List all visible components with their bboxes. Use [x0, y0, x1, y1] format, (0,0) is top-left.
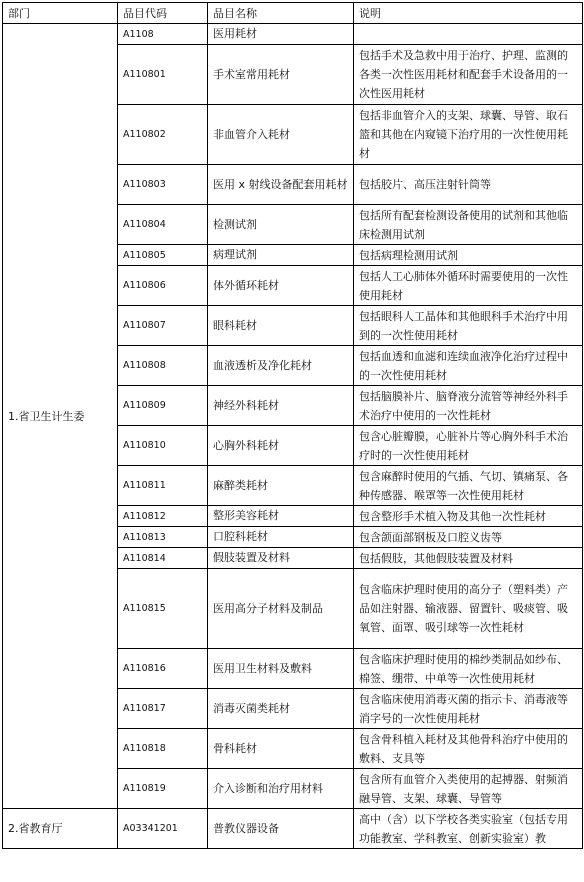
code-cell: A110814: [118, 548, 208, 569]
code-cell: A110813: [118, 527, 208, 548]
header-dept: 部门: [3, 3, 118, 24]
code-cell: A110812: [118, 506, 208, 527]
desc-cell: 包含临床护理时使用的棉纱类制品如纱布、棉签、绷带、中单等一次性使用耗材: [354, 649, 583, 689]
header-code: 品目代码: [118, 3, 208, 24]
name-cell: 假肢装置及材料: [208, 548, 354, 569]
code-cell: A110801: [118, 45, 208, 105]
table-row: [3, 809, 583, 849]
name-cell: 病理试剂: [208, 245, 354, 266]
name-cell: 血液透析及净化耗材: [208, 346, 354, 386]
name-cell: 口腔科耗材: [208, 527, 354, 548]
desc-cell: 包含临床使用消毒灭菌的指示卡、消毒液等消字号的一次性使用耗材: [354, 689, 583, 729]
code-cell: A110809: [118, 386, 208, 426]
desc-cell: 包括手术及急救中用于治疗、护理、监测的各类一次性医用耗材和配套手术设备用的一次性医用耗材: [354, 45, 583, 105]
name-cell: 心胸外科耗材: [208, 426, 354, 466]
name-cell: 手术室常用耗材: [208, 45, 354, 105]
name-cell: 医用耗材: [208, 24, 354, 45]
desc-cell: 包括胶片、高压注射针筒等: [354, 165, 583, 205]
code-cell: A1108: [118, 24, 208, 45]
desc-cell: 包括脑膜补片、脑脊液分流管等神经外科手术治疗中使用的一次性耗材: [354, 386, 583, 426]
desc-cell: 包括假肢，其他假肢装置及材料: [354, 548, 583, 569]
desc-cell: 包含麻醉时使用的气插、气切、镇痛泵、各种传感器、喉罩等一次性使用耗材: [354, 466, 583, 506]
desc-cell: 包含心脏瓣膜，心脏补片等心胸外科手术治疗时的一次性使用耗材: [354, 426, 583, 466]
code-cell: A110804: [118, 205, 208, 245]
desc-cell: 包含颌面部钢板及口腔义齿等: [354, 527, 583, 548]
dept-cell: 1.省卫生计生委: [3, 24, 118, 809]
code-cell: A110810: [118, 426, 208, 466]
table-body: [3, 24, 583, 849]
desc-cell: 包含整形手术植入物及其他一次性耗材: [354, 506, 583, 527]
header-name: 品目名称: [208, 3, 354, 24]
name-cell: 麻醉类耗材: [208, 466, 354, 506]
name-cell: 眼科耗材: [208, 306, 354, 346]
code-cell: A110807: [118, 306, 208, 346]
code-cell: A110803: [118, 165, 208, 205]
name-cell: 医用高分子材料及制品: [208, 569, 354, 649]
code-cell: A110805: [118, 245, 208, 266]
desc-cell: 包括眼科人工晶体和其他眼科手术治疗中用到的一次性使用耗材: [354, 306, 583, 346]
name-cell: 介入诊断和治疗用材料: [208, 769, 354, 809]
code-cell: A110802: [118, 105, 208, 165]
desc-cell: 包括病理检测用试剂: [354, 245, 583, 266]
name-cell: 医用 x 射线设备配套用耗材: [208, 165, 354, 205]
code-cell: A110817: [118, 689, 208, 729]
dept-cell: 2.省教育厅: [3, 809, 118, 849]
code-cell: A110819: [118, 769, 208, 809]
desc-cell: 包含骨科植入耗材及其他骨科治疗中使用的敷料、支具等: [354, 729, 583, 769]
name-cell: 非血管介入耗材: [208, 105, 354, 165]
desc-cell: 包含所有血管介入类使用的起搏器、射频消融导管、支架、球囊、导管等: [354, 769, 583, 809]
name-cell: 消毒灭菌类耗材: [208, 689, 354, 729]
desc-cell: 包括非血管介入的支架、球囊、导管、取石篮和其他在内窥镜下治疗用的一次性使用耗材: [354, 105, 583, 165]
code-cell: A110816: [118, 649, 208, 689]
name-cell: 普教仪器设备: [208, 809, 354, 849]
header-row: [3, 3, 583, 24]
name-cell: 神经外科耗材: [208, 386, 354, 426]
desc-cell: [354, 24, 583, 45]
name-cell: 骨科耗材: [208, 729, 354, 769]
name-cell: 检测试剂: [208, 205, 354, 245]
table-row: [3, 24, 583, 45]
name-cell: 体外循环耗材: [208, 266, 354, 306]
desc-cell: 高中（含）以下学校各类实验室（包括专用功能教室、学科教室、创新实验室）教: [354, 809, 583, 849]
code-cell: A03341201: [118, 809, 208, 849]
desc-cell: 包括人工心肺体外循环时需要使用的一次性使用耗材: [354, 266, 583, 306]
name-cell: 整形美容耗材: [208, 506, 354, 527]
header-desc: 说明: [354, 3, 583, 24]
code-cell: A110811: [118, 466, 208, 506]
code-cell: A110806: [118, 266, 208, 306]
code-cell: A110815: [118, 569, 208, 649]
code-cell: A110818: [118, 729, 208, 769]
desc-cell: 包括血透和血滤和连续血液净化治疗过程中的一次性使用耗材: [354, 346, 583, 386]
desc-cell: 包括所有配套检测设备使用的试剂和其他临床检测用试剂: [354, 205, 583, 245]
name-cell: 医用卫生材料及敷料: [208, 649, 354, 689]
code-cell: A110808: [118, 346, 208, 386]
desc-cell: 包含临床护理时使用的高分子（塑料类）产品如注射器、输液器、留置针、吸痰管、吸氧管、面罩、吸引球等一次性耗材: [354, 569, 583, 649]
catalog-table: [2, 2, 583, 849]
